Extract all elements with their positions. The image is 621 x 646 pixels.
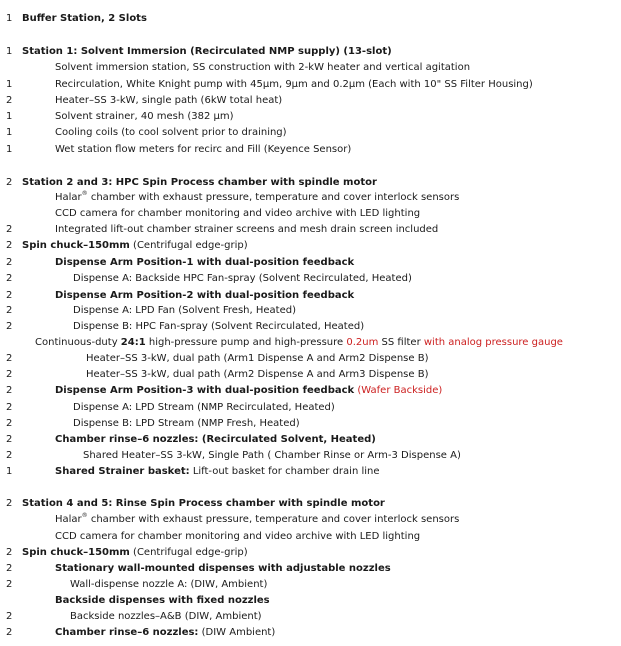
list-item	[0, 271, 621, 287]
item-text: Recirculation, White Knight pump with 45µm, 9µm and 0.2µm (Each with 10" SS Filter Housing)	[55, 79, 533, 90]
quantity: 2	[6, 177, 13, 188]
quantity: 2	[6, 579, 13, 590]
list-item	[0, 416, 621, 432]
item-text: Chamber rinse–6 nozzles: (DIW Ambient)	[55, 627, 276, 638]
item-text: Backside nozzles–A&B (DIW, Ambient)	[70, 611, 262, 622]
list-item	[0, 545, 621, 561]
list-item	[0, 238, 621, 254]
item-text: Spin chuck–150mm (Centrifugal edge-grip)	[22, 547, 248, 558]
list-item	[0, 383, 621, 399]
quantity: 2	[6, 257, 13, 268]
subsection-heading: Dispense Arm Position-3 with dual-position feedback (Wafer Backside)	[55, 385, 443, 396]
list-item	[0, 303, 621, 319]
list-item	[0, 190, 621, 206]
item-text: Halar® chamber with exhaust pressure, temperature and cover interlock sensors	[55, 511, 460, 525]
item-text: Heater–SS 3-kW, single path (6kW total heat)	[55, 95, 283, 106]
list-item	[0, 577, 621, 593]
section-heading: Station 1: Solvent Immersion (Recirculated NMP supply) (13-slot)	[22, 46, 392, 57]
list-item	[0, 529, 621, 545]
quantity: 2	[6, 273, 13, 284]
quantity: 2	[6, 418, 13, 429]
quantity: 1	[6, 46, 13, 57]
list-item	[0, 288, 621, 304]
quantity: 2	[6, 224, 13, 235]
list-item	[0, 142, 621, 158]
quantity: 2	[6, 385, 13, 396]
list-item	[0, 593, 621, 609]
item-text: Heater–SS 3-kW, dual path (Arm2 Dispense A and Arm3 Dispense B)	[86, 369, 429, 380]
subsection-heading: Stationary wall-mounted dispenses with adjustable nozzles	[55, 563, 391, 574]
item-text: Shared Strainer basket: Lift-out basket for chamber drain line	[55, 466, 380, 477]
item-text: Dispense B: LPD Stream (NMP Fresh, Heated)	[73, 418, 300, 429]
quantity: 1	[6, 144, 13, 155]
list-item	[0, 93, 621, 109]
item-text: Wall-dispense nozzle A: (DIW, Ambient)	[70, 579, 268, 590]
list-item	[0, 125, 621, 141]
list-item	[0, 625, 621, 641]
item-text: Wet station flow meters for recirc and Fill (Keyence Sensor)	[55, 144, 352, 155]
quantity: 2	[6, 498, 13, 509]
list-item	[0, 175, 621, 191]
item-text: Heater–SS 3-kW, dual path (Arm1 Dispense A and Arm2 Dispense B)	[86, 353, 429, 364]
list-item	[0, 44, 621, 60]
quantity: 2	[6, 305, 13, 316]
list-item	[0, 512, 621, 528]
quantity: 1	[6, 13, 13, 24]
quantity: 2	[6, 627, 13, 638]
list-item	[0, 561, 621, 577]
list-item	[0, 367, 621, 383]
subsection-heading: Dispense Arm Position-1 with dual-position feedback	[55, 257, 355, 268]
item-text: Integrated lift-out chamber strainer screens and mesh drain screen included	[55, 224, 439, 235]
list-item	[0, 464, 621, 480]
list-item	[0, 11, 621, 27]
list-item	[0, 109, 621, 125]
quantity: 2	[6, 563, 13, 574]
quantity: 2	[6, 434, 13, 445]
item-text: Shared Heater–SS 3-kW, Single Path ( Chamber Rinse or Arm-3 Dispense A)	[83, 450, 461, 461]
item-text: Dispense A: LPD Stream (NMP Recirculated, Heated)	[73, 402, 335, 413]
quantity: 2	[6, 95, 13, 106]
list-item	[0, 400, 621, 416]
quantity: 1	[6, 127, 13, 138]
quantity: 2	[6, 321, 13, 332]
section-heading: Station 4 and 5: Rinse Spin Process chamber with spindle motor	[22, 498, 385, 509]
quantity: 2	[6, 240, 13, 251]
list-item	[0, 319, 621, 335]
subsection-heading: Dispense Arm Position-2 with dual-position feedback	[55, 290, 355, 301]
item-text: Buffer Station, 2 Slots	[22, 13, 147, 24]
item-text: Cooling coils (to cool solvent prior to draining)	[55, 127, 287, 138]
item-text: Spin chuck–150mm (Centrifugal edge-grip)	[22, 240, 248, 251]
item-text: CCD camera for chamber monitoring and video archive with LED lighting	[55, 208, 421, 219]
item-text: Halar® chamber with exhaust pressure, temperature and cover interlock sensors	[55, 189, 460, 203]
quantity: 2	[6, 290, 13, 301]
quantity: 2	[6, 450, 13, 461]
list-item	[0, 609, 621, 625]
quantity: 2	[6, 353, 13, 364]
section-heading: Station 2 and 3: HPC Spin Process chamber with spindle motor	[22, 177, 377, 188]
list-item	[0, 206, 621, 222]
quantity: 1	[6, 111, 13, 122]
quantity: 2	[6, 547, 13, 558]
item-text: Dispense A: Backside HPC Fan-spray (Solvent Recirculated, Heated)	[73, 273, 412, 284]
quantity: 1	[6, 466, 13, 477]
item-text: CCD camera for chamber monitoring and video archive with LED lighting	[55, 531, 421, 542]
list-item	[0, 77, 621, 93]
quantity: 1	[6, 79, 13, 90]
quantity: 2	[6, 369, 13, 380]
item-text: Dispense A: LPD Fan (Solvent Fresh, Heated)	[73, 305, 296, 316]
item-text: Dispense B: HPC Fan-spray (Solvent Recirculated, Heated)	[73, 321, 365, 332]
item-text: Solvent immersion station, SS construction with 2-kW heater and vertical agitation	[55, 62, 471, 73]
item-text: Continuous-duty 24:1 high-pressure pump and high-pressure 0.2um SS filter with analog pressure gauge	[35, 337, 563, 348]
item-text: Solvent strainer, 40 mesh (382 µm)	[55, 111, 234, 122]
subsection-heading: Backside dispenses with fixed nozzles	[55, 595, 270, 606]
list-item	[0, 448, 621, 464]
list-item	[0, 255, 621, 271]
list-item	[0, 351, 621, 367]
list-item	[0, 222, 621, 238]
list-item	[0, 496, 621, 512]
quantity: 2	[6, 611, 13, 622]
list-item	[0, 60, 621, 76]
subsection-heading: Chamber rinse–6 nozzles: (Recirculated Solvent, Heated)	[55, 434, 376, 445]
list-item	[0, 432, 621, 448]
list-item	[0, 335, 621, 351]
quantity: 2	[6, 402, 13, 413]
